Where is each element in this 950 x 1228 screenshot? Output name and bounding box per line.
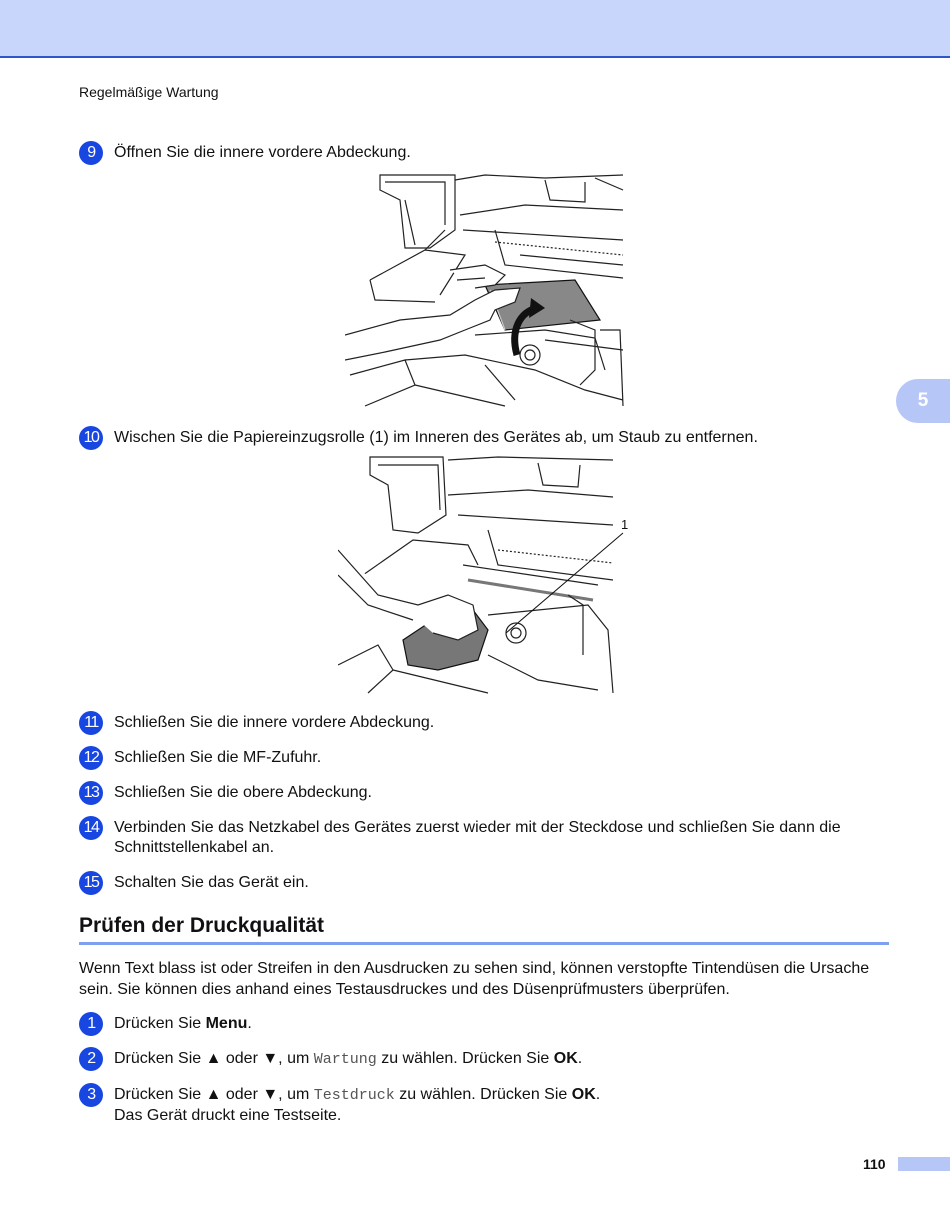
step-text: Schließen Sie die obere Abdeckung. bbox=[114, 784, 372, 801]
step-number-badge: 11 bbox=[79, 711, 103, 735]
section-heading: Prüfen der Druckqualität bbox=[79, 914, 325, 937]
step-text: Drücken Sie Menu. bbox=[114, 1015, 252, 1032]
step-number-badge: 12 bbox=[79, 746, 103, 770]
step-number-badge: 9 bbox=[79, 141, 103, 165]
step-number-badge: 1 bbox=[79, 1012, 103, 1036]
chapter-tab: 5 bbox=[896, 379, 950, 423]
step-text: Öffnen Sie die innere vordere Abdeckung. bbox=[114, 144, 411, 161]
section-intro: Wenn Text blass ist oder Streifen in den Ausdrucken zu sehen sind, können verstopfte Tintendüsen die Ursache sein. Sie können dies anhand eines Testausdruckes und des Düsenprüfmusters überprüfen. bbox=[79, 960, 870, 998]
key-label: OK bbox=[571, 1086, 596, 1103]
key-label: Menu bbox=[205, 1015, 248, 1032]
step-number-badge: 14 bbox=[79, 816, 103, 840]
step-number-badge: 13 bbox=[79, 781, 103, 805]
lcd-menu-item: Wartung bbox=[313, 1051, 377, 1068]
step-text: Schließen Sie die MF-Zufuhr. bbox=[114, 749, 322, 766]
callout-label: 1 bbox=[621, 517, 629, 532]
step-number-badge: 2 bbox=[79, 1047, 103, 1071]
key-label: OK bbox=[553, 1050, 578, 1067]
step-text: Schließen Sie die innere vordere Abdeckung. bbox=[114, 714, 435, 731]
step-text: Schalten Sie das Gerät ein. bbox=[114, 874, 309, 891]
illustration-wipe-feed-roller bbox=[338, 455, 633, 695]
step-text: Drücken Sie ▲ oder ▼, um Testdruck zu wählen. Drücken Sie OK. Das Gerät druckt eine Testseite. bbox=[114, 1086, 601, 1124]
section-rule bbox=[79, 942, 889, 945]
step-text: Verbinden Sie das Netzkabel des Gerätes zuerst wieder mit der Steckdose und schließen Sie dann die Schnittstellenkabel an. bbox=[114, 819, 841, 856]
lcd-menu-item: Testdruck bbox=[313, 1087, 395, 1104]
step-number-badge: 10 bbox=[79, 426, 103, 450]
breadcrumb: Regelmäßige Wartung bbox=[79, 84, 219, 100]
illustration-open-inner-cover bbox=[345, 170, 625, 408]
step-number-badge: 15 bbox=[79, 871, 103, 895]
step-text: Drücken Sie ▲ oder ▼, um Wartung zu wählen. Drücken Sie OK. bbox=[114, 1050, 583, 1068]
step-result-text: Das Gerät druckt eine Testseite. bbox=[114, 1107, 342, 1124]
step-text: Wischen Sie die Papiereinzugsrolle (1) im Inneren des Gerätes ab, um Staub zu entfernen. bbox=[114, 429, 758, 446]
page-number-bar bbox=[898, 1157, 950, 1171]
header-band bbox=[0, 0, 950, 58]
page-number: 110 bbox=[863, 1156, 886, 1172]
step-number-badge: 3 bbox=[79, 1083, 103, 1107]
